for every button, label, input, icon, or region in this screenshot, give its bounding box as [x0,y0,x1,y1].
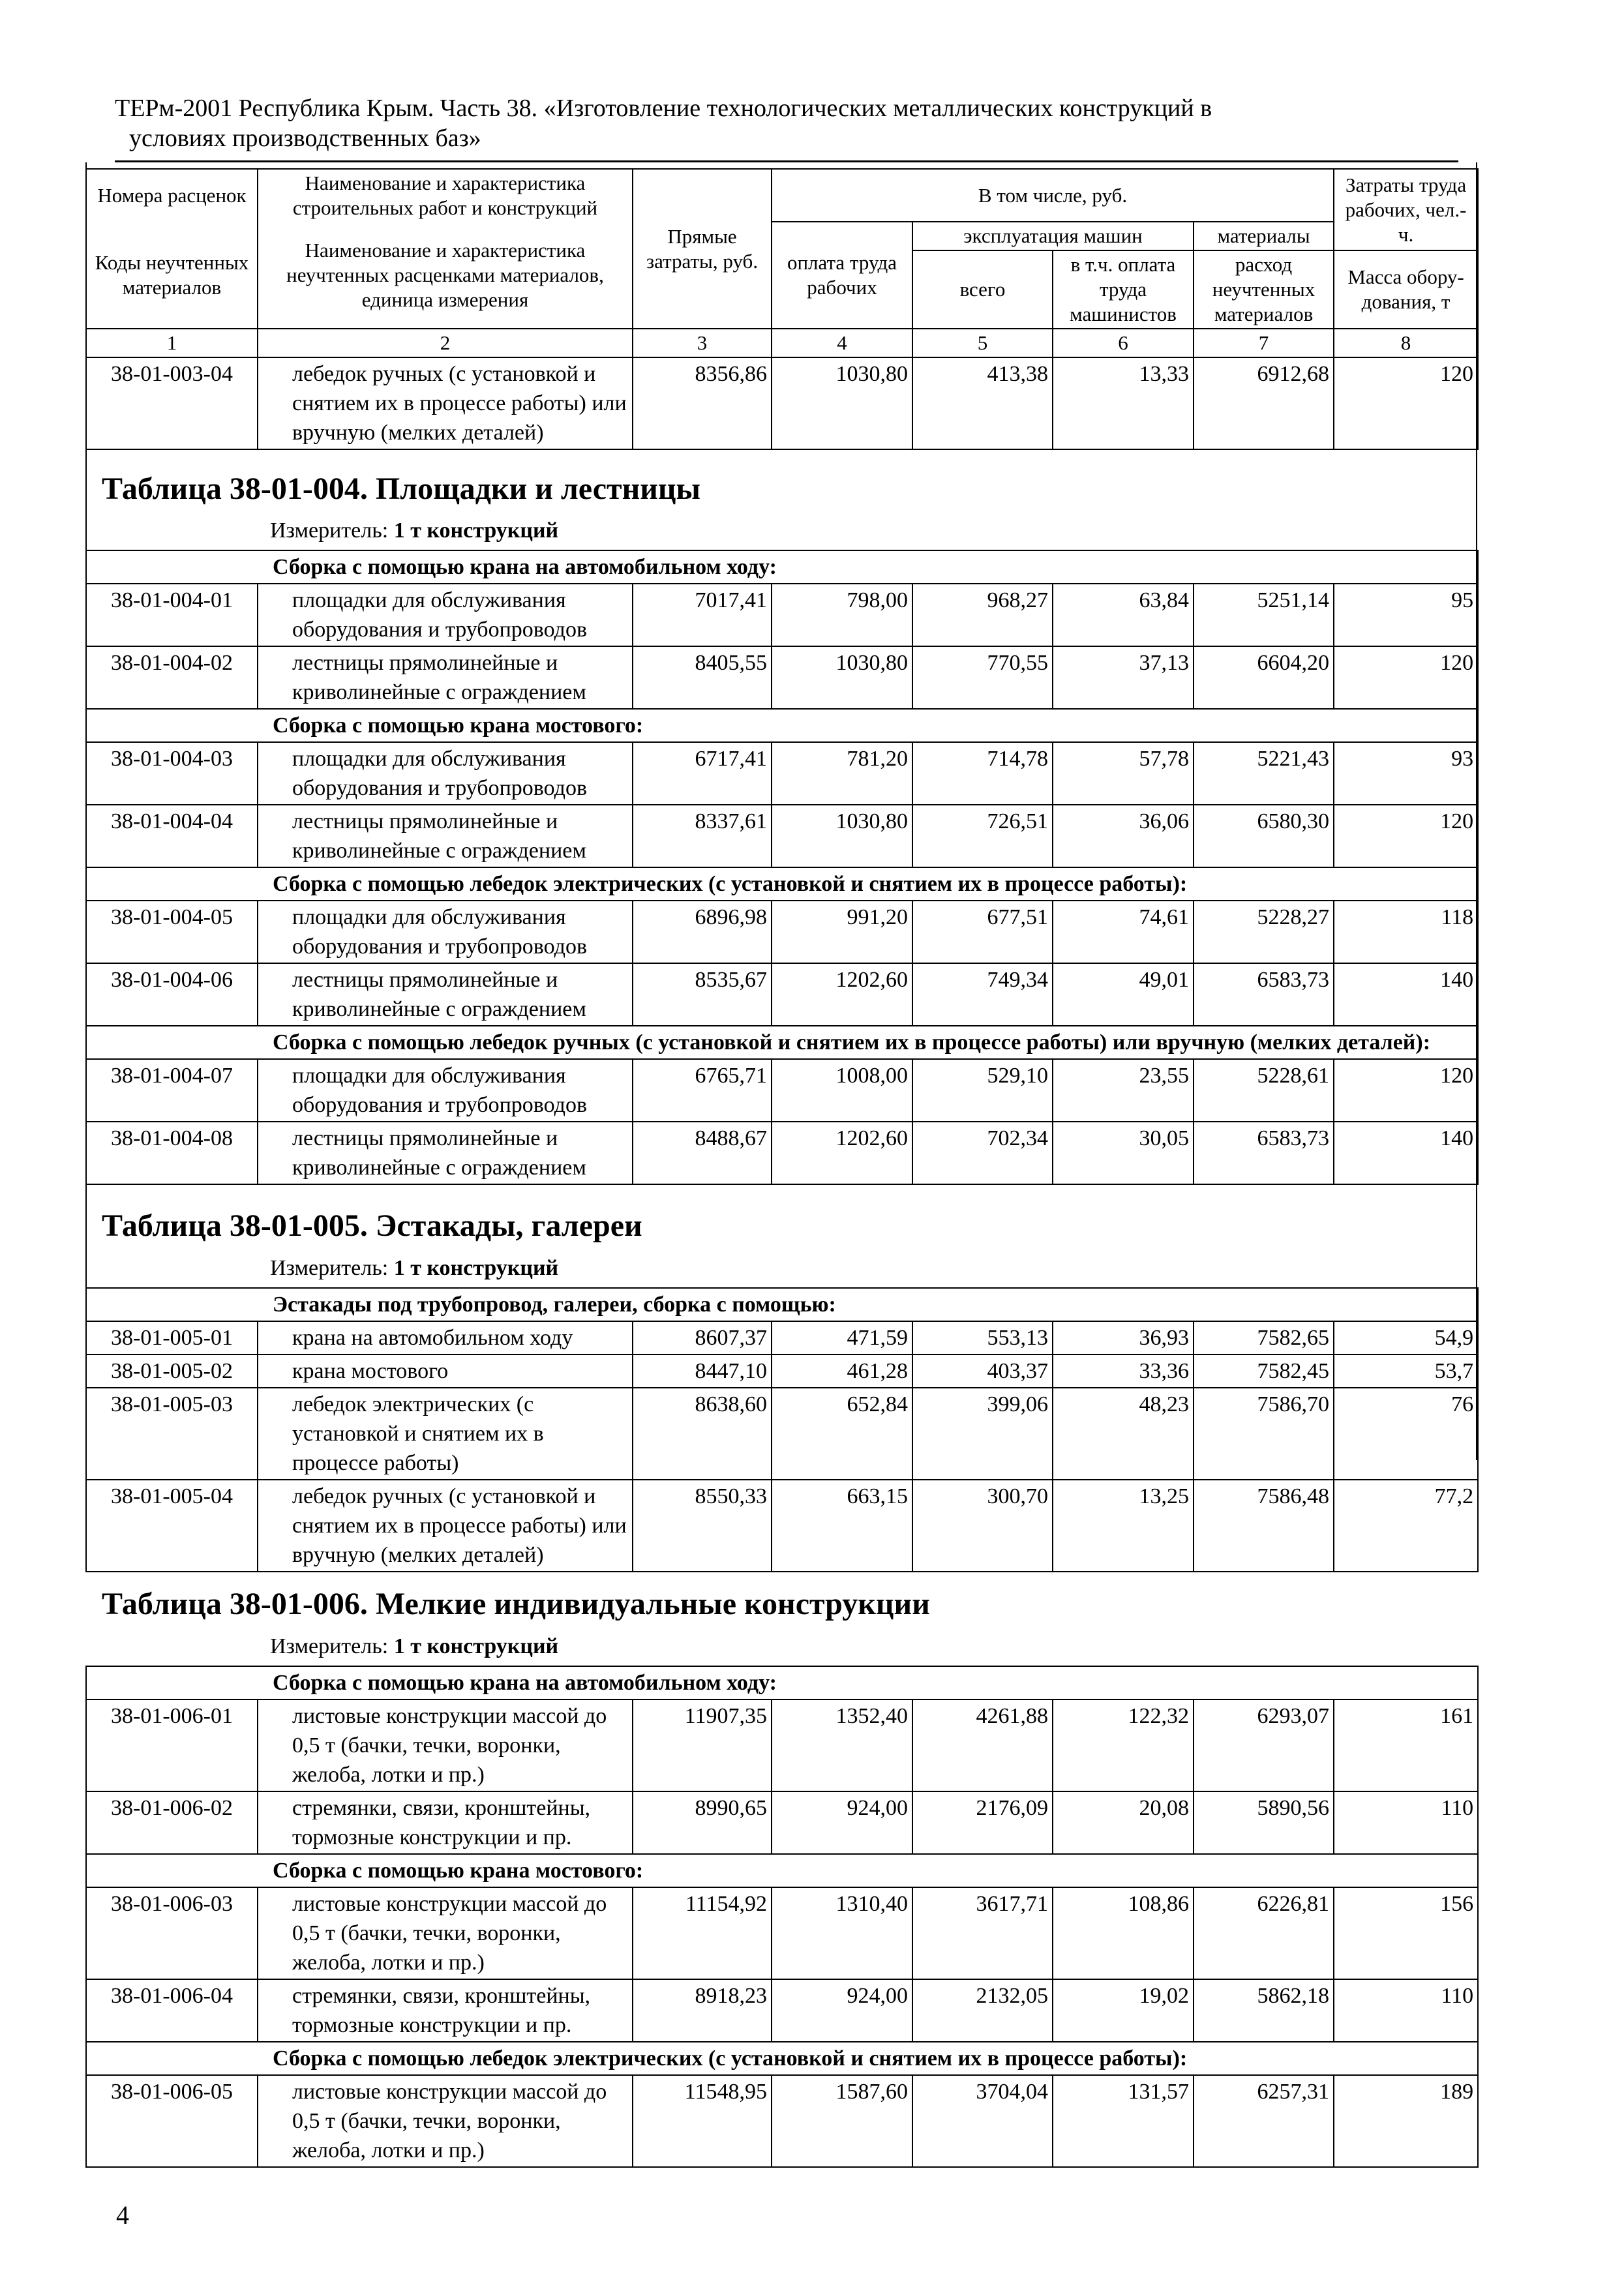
row-value: 8990,65 [633,1791,772,1854]
row-value: 749,34 [912,963,1053,1026]
col-num-2: 2 [258,329,633,357]
row-value: 7582,65 [1194,1321,1334,1354]
row-code: 38-01-006-05 [86,2075,258,2167]
row-value: 677,51 [912,901,1053,963]
page-header [115,93,1458,153]
column-header-table [85,168,1479,450]
row-value: 6583,73 [1194,1122,1334,1184]
row-name: площадки для обслуживания оборудования и трубопроводов [258,584,633,646]
row-value: 53,7 [1334,1354,1478,1388]
row-code: 38-01-006-04 [86,1979,258,2042]
row-code: 38-01-004-01 [86,584,258,646]
col-num-3: 3 [633,329,772,357]
row-value: 2132,05 [912,1979,1053,2042]
section-heading: Сборка с помощью крана мостового: [86,1854,1478,1887]
row-name: листовые конструкции массой до 0,5 т (бачки, течки, воронки, желоба, лотки и пр.) [258,1699,633,1791]
table-row [86,901,1478,963]
row-name: лестницы прямолинейные и криволинейные с ограждением [258,963,633,1026]
header-rule [115,160,1458,162]
row-value: 11907,35 [633,1699,772,1791]
row-value: 3704,04 [912,2075,1053,2167]
row-value: 54,9 [1334,1321,1478,1354]
row-name: лестницы прямолинейные и криволинейные с ограждением [258,646,633,709]
row-code: 38-01-005-03 [86,1388,258,1480]
row-value: 1008,00 [772,1059,912,1122]
table-row [86,1388,1478,1480]
row-code: 38-01-006-01 [86,1699,258,1791]
section-heading: Сборка с помощью крана на автомобильном ходу: [86,1666,1478,1699]
table-row [86,1979,1478,2042]
row-value: 1202,60 [772,963,912,1026]
table-006-meter: Измеритель: 1 т конструкций [270,1634,559,1658]
row-name: крана на автомобильном ходу [258,1321,633,1354]
row-value: 798,00 [772,584,912,646]
col-4-header: оплата труда рабочих [772,222,912,329]
row-value: 726,51 [912,805,1053,867]
row-value: 36,93 [1053,1321,1194,1354]
table-row [86,1480,1478,1572]
row-value: 120 [1334,1059,1478,1122]
row-value: 30,05 [1053,1122,1194,1184]
table-row [86,1887,1478,1979]
table-row [86,1059,1478,1122]
row-value: 13,25 [1053,1480,1194,1572]
row-value: 13,33 [1053,357,1194,449]
row-value: 48,23 [1053,1388,1194,1480]
row-code: 38-01-004-04 [86,805,258,867]
row-value: 131,57 [1053,2075,1194,2167]
table-row [86,2075,1478,2167]
row-name: лебедок ручных (с установкой и снятием их в процессе работы) или вручную (мелких деталей) [258,1480,633,1572]
row-value: 5228,27 [1194,901,1334,963]
row-code: 38-01-003-04 [86,357,258,449]
row-value: 77,2 [1334,1480,1478,1572]
section-heading: Сборка с помощью крана на автомобильном ходу: [86,550,1478,584]
row-value: 49,01 [1053,963,1194,1026]
row-code: 38-01-006-03 [86,1887,258,1979]
col-num-1: 1 [86,329,258,357]
row-value: 8405,55 [633,646,772,709]
row-name: лестницы прямолинейные и криволинейные с ограждением [258,1122,633,1184]
row-value: 7582,45 [1194,1354,1334,1388]
row-value: 1202,60 [772,1122,912,1184]
row-value: 8550,33 [633,1480,772,1572]
row-value: 140 [1334,1122,1478,1184]
col-num-5: 5 [912,329,1053,357]
row-value: 8607,37 [633,1321,772,1354]
row-value: 7017,41 [633,584,772,646]
table-005-meter: Измеритель: 1 т конструкций [270,1256,559,1280]
row-value: 663,15 [772,1480,912,1572]
col-1-top: Номера расценок [86,169,258,222]
row-value: 6293,07 [1194,1699,1334,1791]
row-value: 1030,80 [772,805,912,867]
row-value: 4261,88 [912,1699,1053,1791]
row-value: 120 [1334,646,1478,709]
row-name: площадки для обслуживания оборудования и трубопроводов [258,742,633,805]
row-value: 8918,23 [633,1979,772,2042]
row-code: 38-01-006-02 [86,1791,258,1854]
row-value: 6257,31 [1194,2075,1334,2167]
row-value: 6765,71 [633,1059,772,1122]
row-value: 1030,80 [772,357,912,449]
table-row [86,1791,1478,1854]
col-num-4: 4 [772,329,912,357]
col-num-6: 6 [1053,329,1194,357]
row-value: 63,84 [1053,584,1194,646]
row-code: 38-01-005-02 [86,1354,258,1388]
row-value: 57,78 [1053,742,1194,805]
row-value: 11154,92 [633,1887,772,1979]
table-row [86,646,1478,709]
row-value: 5221,43 [1194,742,1334,805]
row-value: 122,32 [1053,1699,1194,1791]
header-line-2: условиях производственных баз» [129,125,481,152]
row-value: 991,20 [772,901,912,963]
table-row [86,584,1478,646]
row-name: стремянки, связи, кронштейны, тормозные конструкции и пр. [258,1791,633,1854]
row-value: 7586,70 [1194,1388,1334,1480]
row-value: 652,84 [772,1388,912,1480]
row-name: площадки для обслуживания оборудования и трубопроводов [258,901,633,963]
row-name: крана мостового [258,1354,633,1388]
row-value: 6580,30 [1194,805,1334,867]
row-value: 529,10 [912,1059,1053,1122]
col-8-top: Затраты труда рабочих, чел.-ч. [1334,169,1478,250]
row-value: 6604,20 [1194,646,1334,709]
row-value: 471,59 [772,1321,912,1354]
row-name: лебедок электрических (с установкой и снятием их в процессе работы) [258,1388,633,1480]
row-value: 1587,60 [772,2075,912,2167]
row-value: 781,20 [772,742,912,805]
row-value: 23,55 [1053,1059,1194,1122]
table-row [86,742,1478,805]
section-heading: Сборка с помощью лебедок электрических (с установкой и снятием их в процессе работы): [86,867,1478,901]
row-value: 924,00 [772,1979,912,2042]
row-value: 7586,48 [1194,1480,1334,1572]
table-row [86,963,1478,1026]
table-005 [85,1287,1479,1572]
row-value: 140 [1334,963,1478,1026]
row-value: 37,13 [1053,646,1194,709]
row-value: 6912,68 [1194,357,1334,449]
row-code: 38-01-005-01 [86,1321,258,1354]
page-number: 4 [116,2200,129,2230]
row-code: 38-01-004-02 [86,646,258,709]
row-value: 1030,80 [772,646,912,709]
row-value: 770,55 [912,646,1053,709]
row-value: 461,28 [772,1354,912,1388]
col-2-top: Наименование и характеристика строительных работ и конструкций [258,169,633,222]
col-2-bottom: Наименование и характеристика неучтенных расценками материалов, единица измерения [258,222,633,329]
section-heading: Эстакады под трубопровод, галереи, сборка с помощью: [86,1288,1478,1321]
machines-header: эксплуатация машин [912,222,1194,250]
row-value: 156 [1334,1887,1478,1979]
table-row [86,1122,1478,1184]
table-row [86,805,1478,867]
row-value: 6226,81 [1194,1887,1334,1979]
row-value: 6717,41 [633,742,772,805]
row-value: 120 [1334,805,1478,867]
row-code: 38-01-005-04 [86,1480,258,1572]
row-value: 1352,40 [772,1699,912,1791]
row-value: 1310,40 [772,1887,912,1979]
col-8-bottom: Масса обору-дования, т [1334,250,1478,329]
row-code: 38-01-004-06 [86,963,258,1026]
row-value: 8447,10 [633,1354,772,1388]
row-value: 8488,67 [633,1122,772,1184]
col-num-7: 7 [1194,329,1334,357]
section-heading: Сборка с помощью крана мостового: [86,709,1478,742]
row-value: 76 [1334,1388,1478,1480]
row-value: 118 [1334,901,1478,963]
row-name: лебедок ручных (с установкой и снятием их в процессе работы) или вручную (мелких деталей) [258,357,633,449]
row-value: 108,86 [1053,1887,1194,1979]
row-value: 5228,61 [1194,1059,1334,1122]
row-value: 6896,98 [633,901,772,963]
row-value: 95 [1334,584,1478,646]
row-value: 19,02 [1053,1979,1194,2042]
row-value: 110 [1334,1791,1478,1854]
table-row [86,357,1478,449]
row-name: площадки для обслуживания оборудования и трубопроводов [258,1059,633,1122]
row-value: 413,38 [912,357,1053,449]
row-value: 2176,09 [912,1791,1053,1854]
row-code: 38-01-004-03 [86,742,258,805]
row-value: 5890,56 [1194,1791,1334,1854]
table-row [86,1699,1478,1791]
row-code: 38-01-004-05 [86,901,258,963]
row-value: 6583,73 [1194,963,1334,1026]
row-value: 33,36 [1053,1354,1194,1388]
row-value: 8535,67 [633,963,772,1026]
col-5-header: всего [912,250,1053,329]
row-value: 5251,14 [1194,584,1334,646]
row-value: 553,13 [912,1321,1053,1354]
section-heading: Сборка с помощью лебедок электрических (с установкой и снятием их в процессе работы): [86,2042,1478,2075]
row-value: 36,06 [1053,805,1194,867]
table-006-title: Таблица 38-01-006. Мелкие индивидуальные конструкции [102,1587,930,1621]
row-value: 403,37 [912,1354,1053,1388]
header-line-1: ТЕРм-2001 Республика Крым. Часть 38. «Изготовление технологических металлических конструкций в [115,95,1212,122]
row-name: стремянки, связи, кронштейны, тормозные конструкции и пр. [258,1979,633,2042]
table-006 [85,1666,1479,2168]
col-3-header: Прямые затраты, руб. [633,169,772,329]
table-004-meter: Измеритель: 1 т конструкций [270,518,559,543]
row-code: 38-01-004-07 [86,1059,258,1122]
table-row [86,1354,1478,1388]
row-value: 399,06 [912,1388,1053,1480]
table-004-title: Таблица 38-01-004. Площадки и лестницы [102,471,701,506]
row-value: 11548,95 [633,2075,772,2167]
table-row [86,1321,1478,1354]
row-value: 8638,60 [633,1388,772,1480]
row-value: 714,78 [912,742,1053,805]
col-num-8: 8 [1334,329,1478,357]
materials-header: материалы [1194,222,1334,250]
row-value: 120 [1334,357,1478,449]
row-value: 5862,18 [1194,1979,1334,2042]
row-name: лестницы прямолинейные и криволинейные с ограждением [258,805,633,867]
row-value: 968,27 [912,584,1053,646]
row-value: 74,61 [1053,901,1194,963]
row-value: 300,70 [912,1480,1053,1572]
section-heading: Сборка с помощью лебедок ручных (с установкой и снятием их в процессе работы) или вручную (мелких деталей): [86,1026,1478,1059]
row-name: листовые конструкции массой до 0,5 т (бачки, течки, воронки, желоба, лотки и пр.) [258,2075,633,2167]
incl-header: В том числе, руб. [772,169,1334,222]
row-value: 110 [1334,1979,1478,2042]
col-7-header: расход неучтенных материалов [1194,250,1334,329]
row-value: 3617,71 [912,1887,1053,1979]
col-1-bottom: Коды неучтенных материалов [86,222,258,329]
row-code: 38-01-004-08 [86,1122,258,1184]
row-value: 702,34 [912,1122,1053,1184]
row-value: 20,08 [1053,1791,1194,1854]
row-value: 8337,61 [633,805,772,867]
row-value: 161 [1334,1699,1478,1791]
col-6-header: в т.ч. оплата труда машинистов [1053,250,1194,329]
row-value: 93 [1334,742,1478,805]
row-value: 924,00 [772,1791,912,1854]
row-value: 8356,86 [633,357,772,449]
table-005-title: Таблица 38-01-005. Эстакады, галереи [102,1208,642,1243]
row-name: листовые конструкции массой до 0,5 т (бачки, течки, воронки, желоба, лотки и пр.) [258,1887,633,1979]
table-004 [85,550,1479,1185]
row-value: 189 [1334,2075,1478,2167]
